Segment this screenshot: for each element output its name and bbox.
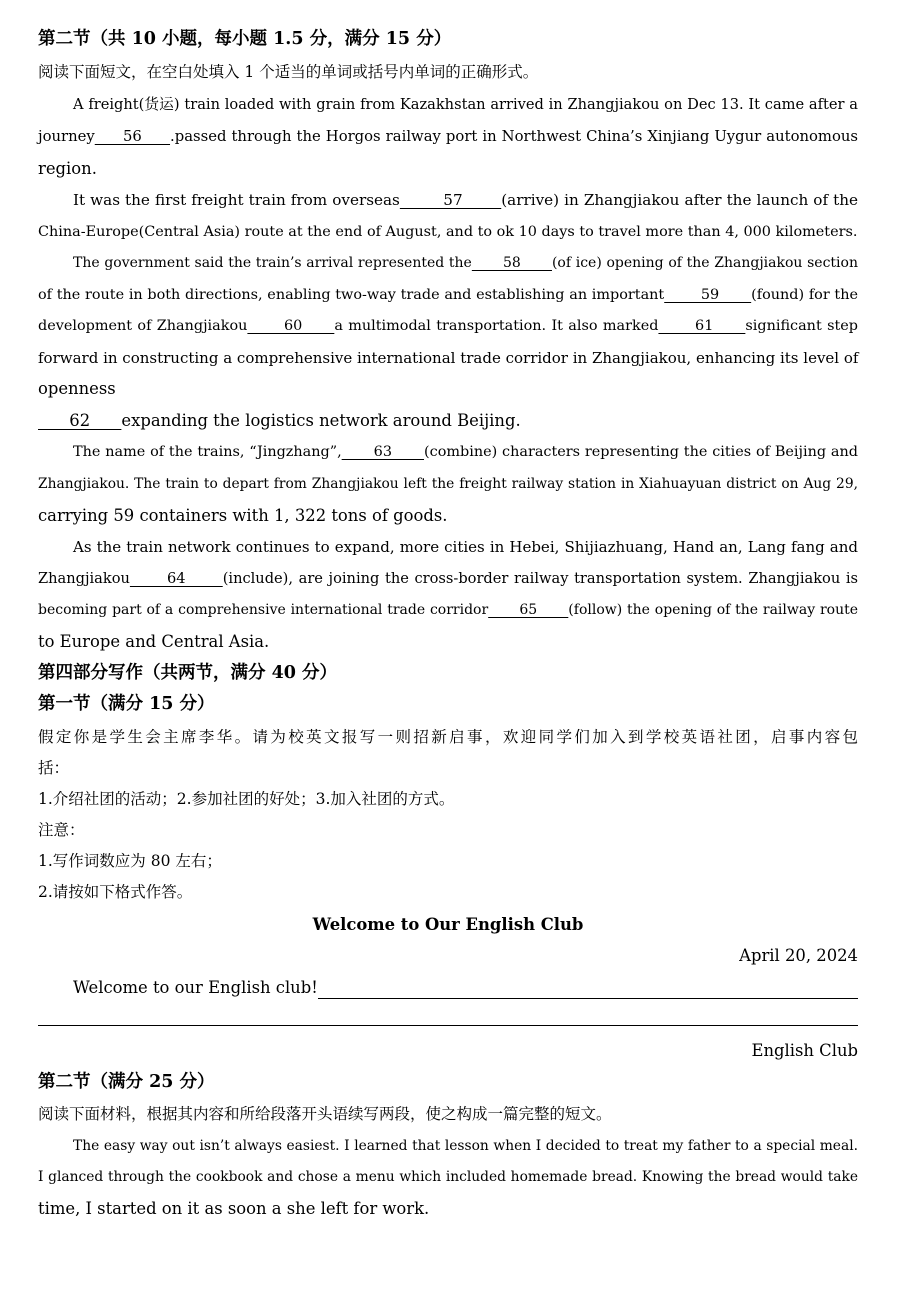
letter-signature: English Club <box>751 1041 858 1060</box>
blank-65[interactable]: 65 <box>488 602 569 618</box>
blank-63[interactable]: 63 <box>341 444 425 460</box>
p5-line4: to Europe and Central Asia. <box>38 632 270 651</box>
part4-title: 第四部分写作（共两节，满分 40 分） <box>38 663 338 683</box>
blank-64[interactable]: 64 <box>129 570 223 587</box>
p1-line2: journey 56 .passed through the Horgos railway port in Northwest China’s Xinjiang Uygur autonomous <box>38 126 858 148</box>
note-format: 2.请按如下格式作答。 <box>38 883 193 901</box>
writing-points: 1.介绍社团的活动；2.参加社团的好处；3.加入社团的方式。 <box>38 790 455 808</box>
p2-line2: China-Europe(Central Asia) route at the end of August, and to ok 10 days to travel more than 4, 000 kilometers. <box>38 224 858 240</box>
answer-line-2[interactable] <box>38 1025 858 1026</box>
blank-60[interactable]: 60 <box>247 318 335 334</box>
p3-line3: development of Zhangjiakou 60 a multimodal transportation. It also marked 61 significant step <box>38 315 858 337</box>
p5-line1: As the train network continues to expand, more cities in Hebei, Shijiazhuang, Hand an, Lang fang and <box>73 538 858 556</box>
p3-line1: The government said the train’s arrival represented the 58 (of ice) opening of the Zhangjiakou section <box>38 252 858 274</box>
letter-opening-line: Welcome to our English club! <box>38 977 858 999</box>
blank-59[interactable]: 59 <box>664 287 752 303</box>
p3-line6: 62 expanding the logistics network around Beijing. <box>38 411 521 430</box>
writing-prompt-line2: 括： <box>38 759 70 777</box>
story-line1: The easy way out isn’t always easiest. I learned that lesson when I decided to treat my father to a special meal. <box>73 1138 858 1154</box>
letter-title: Welcome to Our English Club <box>312 915 584 934</box>
p5-line2: Zhangjiakou 64 (include), are joining the cross-border railway transportation system. Zhangjiakou is <box>38 568 858 590</box>
writing-section2-title: 第二节（满分 25 分） <box>38 1072 215 1092</box>
p5-line3: becoming part of a comprehensive international trade corridor 65 (follow) the opening of the railway route <box>38 599 858 621</box>
blank-58[interactable]: 58 <box>471 255 552 271</box>
p4-line1: The name of the trains, “Jingzhang”, 63 (combine) characters representing the cities of Beijing and <box>38 441 858 463</box>
answer-line-1[interactable] <box>318 980 858 999</box>
p3-line4: forward in constructing a comprehensive international trade corridor in Zhangjiakou, enhancing its level of <box>38 349 859 367</box>
p4-line3: carrying 59 containers with 1, 322 tons of goods. <box>38 506 448 525</box>
notes-label: 注意： <box>38 821 85 839</box>
p1-line1: A freight(货运) train loaded with grain from Kazakhstan arrived in Zhangjiakou on Dec 13. It came after a <box>73 96 858 113</box>
p2-line1: It was the first freight train from overseas 57 (arrive) in Zhangjiakou after the launch of the <box>73 191 858 209</box>
blank-61[interactable]: 61 <box>658 318 746 334</box>
story-line2: I glanced through the cookbook and chose a menu which included homemade bread. Knowing the bread would take <box>38 1169 858 1185</box>
section2-title: 第二节（共 10 小题，每小题 1.5 分，满分 15 分） <box>38 29 452 49</box>
p4-line2: Zhangjiakou. The train to depart from Zhangjiakou left the freight railway station in Xiahuayuan district on Aug 29, <box>38 476 858 492</box>
writing-section2-instruction: 阅读下面材料，根据其内容和所给段落开头语续写两段，使之构成一篇完整的短文。 <box>38 1105 612 1123</box>
blank-62[interactable]: 62 <box>38 411 122 430</box>
letter-date: April 20, 2024 <box>739 946 858 965</box>
p3-line5: openness <box>38 379 116 398</box>
writing-section1-title: 第一节（满分 15 分） <box>38 694 215 714</box>
blank-56[interactable]: 56 <box>94 128 171 145</box>
story-line3: time, I started on it as soon a she left for work. <box>38 1199 430 1218</box>
blank-57[interactable]: 57 <box>399 191 502 209</box>
p1-line3: region. <box>38 159 97 178</box>
section2-instruction: 阅读下面短文，在空白处填入 1 个适当的单词或括号内单词的正确形式。 <box>38 63 539 81</box>
note-word-count: 1.写作词数应为 80 左右； <box>38 852 222 870</box>
writing-prompt-line1: 假定你是学生会主席李华。请为校英文报写一则招新启事，欢迎同学们加入到学校英语社团，启事内容包 <box>38 728 858 746</box>
p3-line2: of the route in both directions, enabling two-way trade and establishing an important 59 (found) for the <box>38 284 858 306</box>
